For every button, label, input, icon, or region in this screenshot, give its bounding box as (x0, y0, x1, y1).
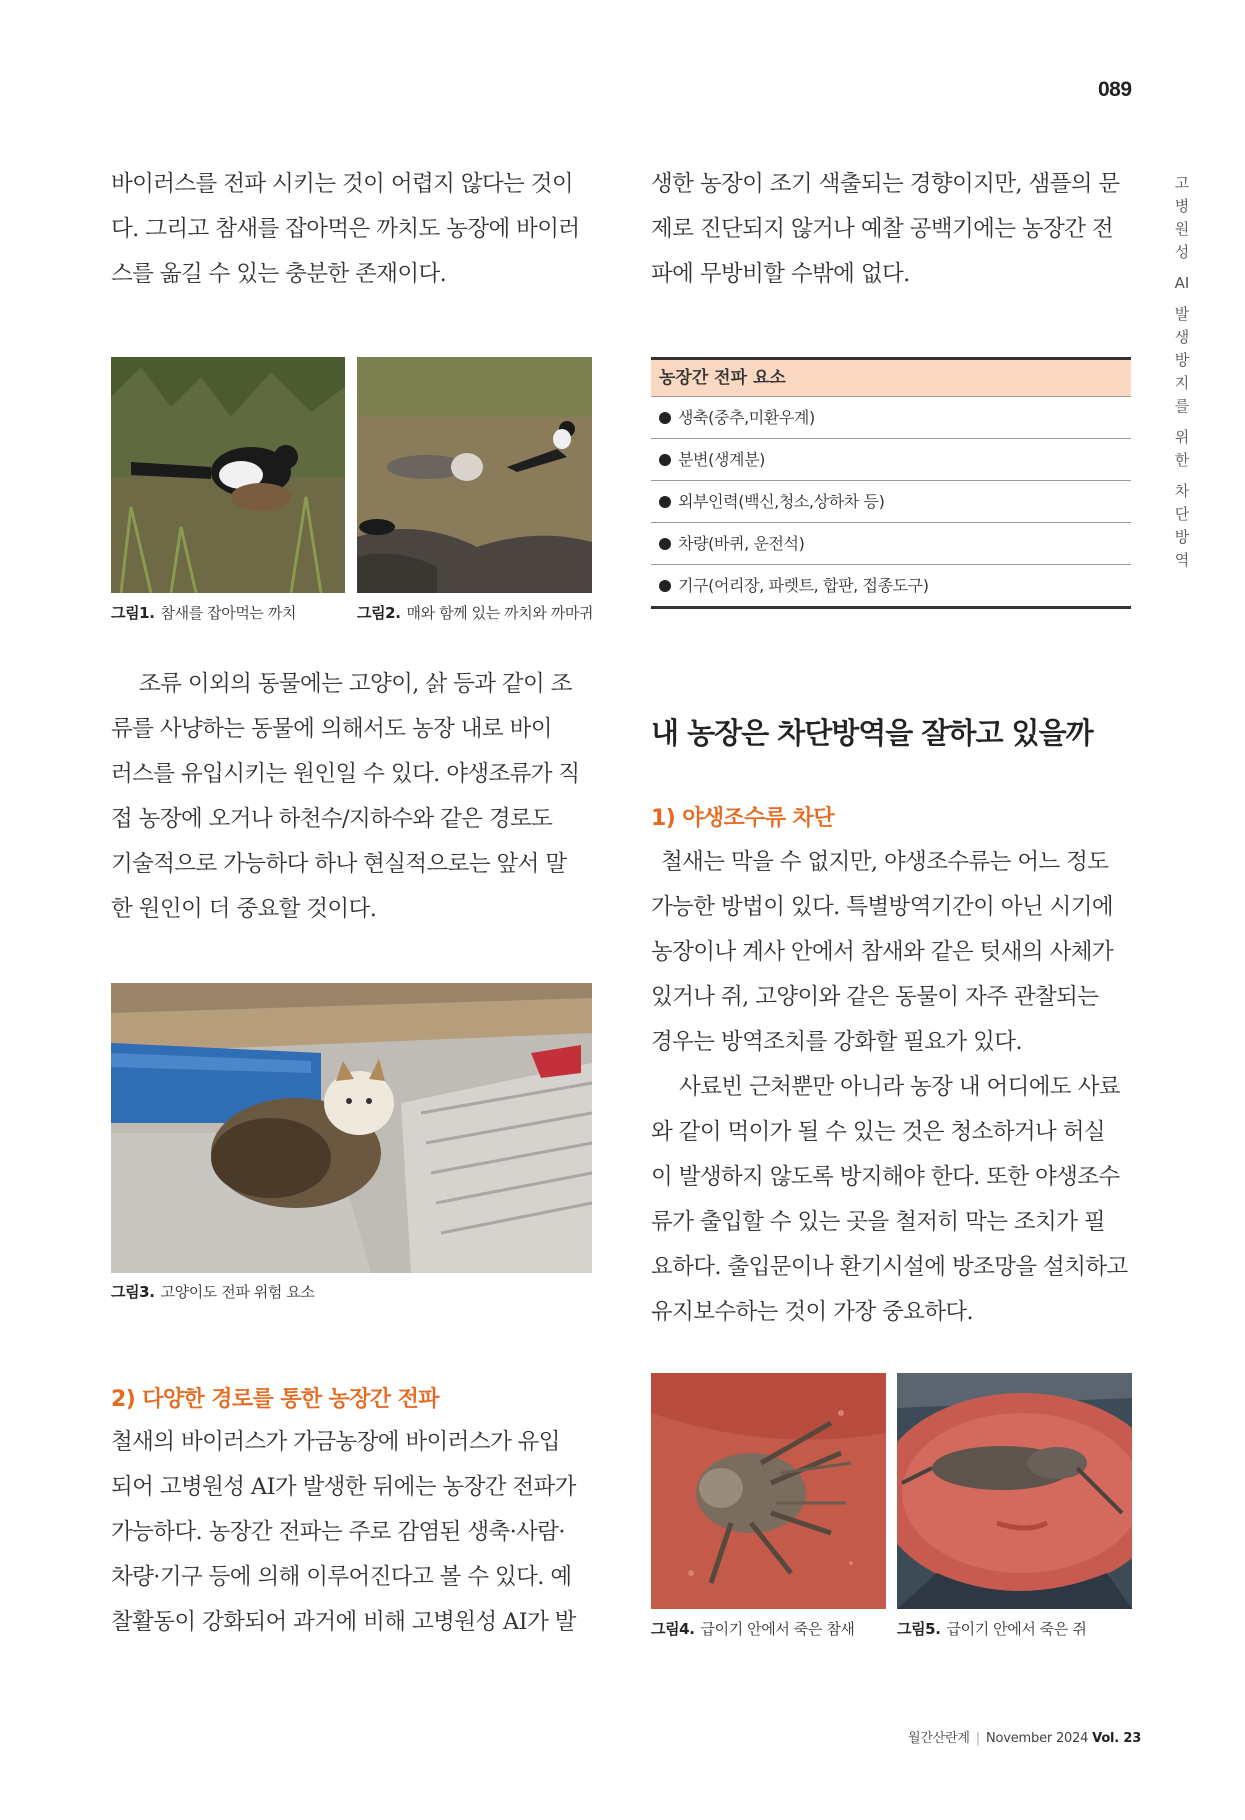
page-number: 089 (1098, 78, 1132, 101)
text-line: 류를 사냥하는 동물에 의해서도 농장 내로 바이 (111, 716, 552, 742)
left-paragraph-1 (111, 162, 601, 297)
table-cell: 외부인력(백신,청소,상하차 등) (678, 492, 885, 511)
sidebar-char: 원 (1174, 220, 1190, 238)
text-line: 요하다. 출입문이나 환기시설에 방조망을 설치하고 (651, 1254, 1128, 1280)
table-cell: 차량(바퀴, 운전석) (678, 534, 805, 553)
figure-number: 그림4. (651, 1620, 695, 1638)
footer: 월간산란계 | November 2024 Vol. 23 (908, 1731, 1142, 1746)
text-line: 러스를 유입시키는 원인일 수 있다. 야생조류가 직 (111, 761, 580, 787)
volume-number: Vol. 23 (1092, 1731, 1142, 1746)
figure-number: 그림1. (111, 604, 155, 622)
figure-3-photo (111, 983, 592, 1273)
text-line: 경우는 방역조치를 강화할 필요가 있다. (651, 1029, 1022, 1055)
figure-number: 그림3. (111, 1283, 155, 1301)
bullet-icon (659, 538, 671, 550)
text-line: 있거나 쥐, 고양이와 같은 동물이 자주 관찰되는 (651, 984, 1099, 1010)
text-line: 한 원인이 더 중요할 것이다. (111, 896, 377, 922)
text-line: 이 발생하지 않도록 방지해야 한다. 또한 야생조수 (651, 1164, 1120, 1190)
text-line: 바이러스를 전파 시키는 것이 어렵지 않다는 것이 (111, 171, 574, 197)
bullet-icon (659, 580, 671, 592)
figure-2-photo (357, 357, 592, 593)
bullet-icon (659, 412, 671, 424)
right-paragraph-2 (651, 840, 1141, 1065)
text-line: 제로 진단되지 않거나 예찰 공백기에는 농장간 전 (651, 216, 1114, 242)
spread-factors-table (651, 357, 1131, 609)
table-row (651, 397, 1131, 439)
figure-number: 그림5. (897, 1620, 941, 1638)
figure-number: 그림2. (357, 604, 401, 622)
text-line: 와 같이 먹이가 될 수 있는 것은 청소하거나 허실 (651, 1119, 1105, 1145)
section-2-title: 2) 다양한 경로를 통한 농장간 전파 (111, 1387, 439, 1412)
section-1-title: 1) 야생조수류 차단 (651, 806, 834, 831)
section-heading: 내 농장은 차단방역을 잘하고 있을까 (651, 716, 1093, 750)
sidebar-vertical-title (1170, 172, 1194, 572)
text-line: 유지보수하는 것이 가장 중요하다. (651, 1299, 974, 1325)
sidebar-char: 역 (1174, 551, 1190, 569)
issue-date: November 2024 (985, 1731, 1089, 1746)
text-line: 사료빈 근처뿐만 아니라 농장 내 어디에도 사료 (679, 1074, 1120, 1100)
text-line: 생한 농장이 조기 색출되는 경향이지만, 샘플의 문 (651, 171, 1120, 197)
left-paragraph-2 (111, 662, 601, 932)
caption-text: 고양이도 전파 위험 요소 (160, 1283, 315, 1301)
figure-4-caption (651, 1618, 855, 1639)
sidebar-char: 발 (1174, 305, 1190, 323)
sidebar-char: 생 (1174, 328, 1190, 346)
text-line: 파에 무방비할 수밖에 없다. (651, 261, 910, 287)
caption-text: 참새를 잡아먹는 까치 (160, 604, 297, 622)
table-row (651, 565, 1131, 609)
sidebar-char: 차 (1174, 482, 1190, 500)
text-line: 찰활동이 강화되어 과거에 비해 고병원성 AI가 발 (111, 1609, 576, 1635)
sidebar-char: 성 (1174, 243, 1190, 261)
text-line: 다. 그리고 참새를 잡아먹은 까치도 농장에 바이러 (111, 216, 580, 242)
left-paragraph-3 (111, 1420, 601, 1645)
text-line: 류가 출입할 수 있는 곳을 철저히 막는 조치가 필 (651, 1209, 1105, 1235)
figure-5-photo (897, 1373, 1132, 1609)
sidebar-char: 방 (1174, 351, 1190, 369)
table-cell: 기구(어리장, 파렛트, 합판, 접종도구) (678, 576, 929, 595)
text-line: 접 농장에 오거나 하천수/지하수와 같은 경로도 (111, 806, 553, 832)
magazine-name: 월간산란계 (908, 1731, 970, 1746)
caption-text: 매와 함께 있는 까치와 까마귀 (406, 604, 594, 622)
sidebar-char: 한 (1174, 451, 1190, 469)
sidebar-char: AI (1174, 274, 1190, 292)
right-paragraph-3 (651, 1065, 1141, 1335)
text-line: 기술적으로 가능하다 하나 현실적으로는 앞서 말 (111, 851, 567, 877)
figure-5-caption (897, 1618, 1086, 1639)
figure-1-caption (111, 602, 296, 623)
bullet-icon (659, 454, 671, 466)
figure-3-caption (111, 1281, 315, 1302)
sidebar-char: 고 (1174, 174, 1190, 192)
text-line: 조류 이외의 동물에는 고양이, 삵 등과 같이 조 (139, 671, 572, 697)
sidebar-char: 병 (1174, 197, 1190, 215)
table-row (651, 439, 1131, 481)
sidebar-char: 지 (1174, 374, 1190, 392)
text-line: 농장이나 계사 안에서 참새와 같은 텃새의 사체가 (651, 939, 1114, 965)
caption-text: 급이기 안에서 죽은 쥐 (946, 1620, 1087, 1638)
text-line: 되어 고병원성 AI가 발생한 뒤에는 농장간 전파가 (111, 1474, 576, 1500)
figure-2-caption (357, 602, 593, 623)
sidebar-char: 위 (1174, 428, 1190, 446)
table-header: 농장간 전파 요소 (651, 357, 1131, 397)
sidebar-char: 를 (1174, 397, 1190, 415)
bullet-icon (659, 496, 671, 508)
text-line: 철새는 막을 수 없지만, 야생조수류는 어느 정도 (661, 849, 1109, 875)
text-line: 차량·기구 등에 의해 이루어진다고 볼 수 있다. 예 (111, 1564, 572, 1590)
caption-text: 급이기 안에서 죽은 참새 (700, 1620, 855, 1638)
table-row (651, 523, 1131, 565)
text-line: 가능한 방법이 있다. 특별방역기간이 아닌 시기에 (651, 894, 1114, 920)
table-cell: 분변(생계분) (678, 450, 765, 469)
figure-1-photo (111, 357, 345, 593)
text-line: 스를 옮길 수 있는 충분한 존재이다. (111, 261, 447, 287)
right-paragraph-1 (651, 162, 1141, 297)
text-line: 가능하다. 농장간 전파는 주로 감염된 생축·사람· (111, 1519, 565, 1545)
table-row (651, 481, 1131, 523)
text-line: 철새의 바이러스가 가금농장에 바이러스가 유입 (111, 1429, 560, 1455)
figure-4-photo (651, 1373, 886, 1609)
table-cell: 생축(중추,미환우계) (678, 408, 815, 427)
sidebar-char: 방 (1174, 528, 1190, 546)
sidebar-char: 단 (1174, 505, 1190, 523)
